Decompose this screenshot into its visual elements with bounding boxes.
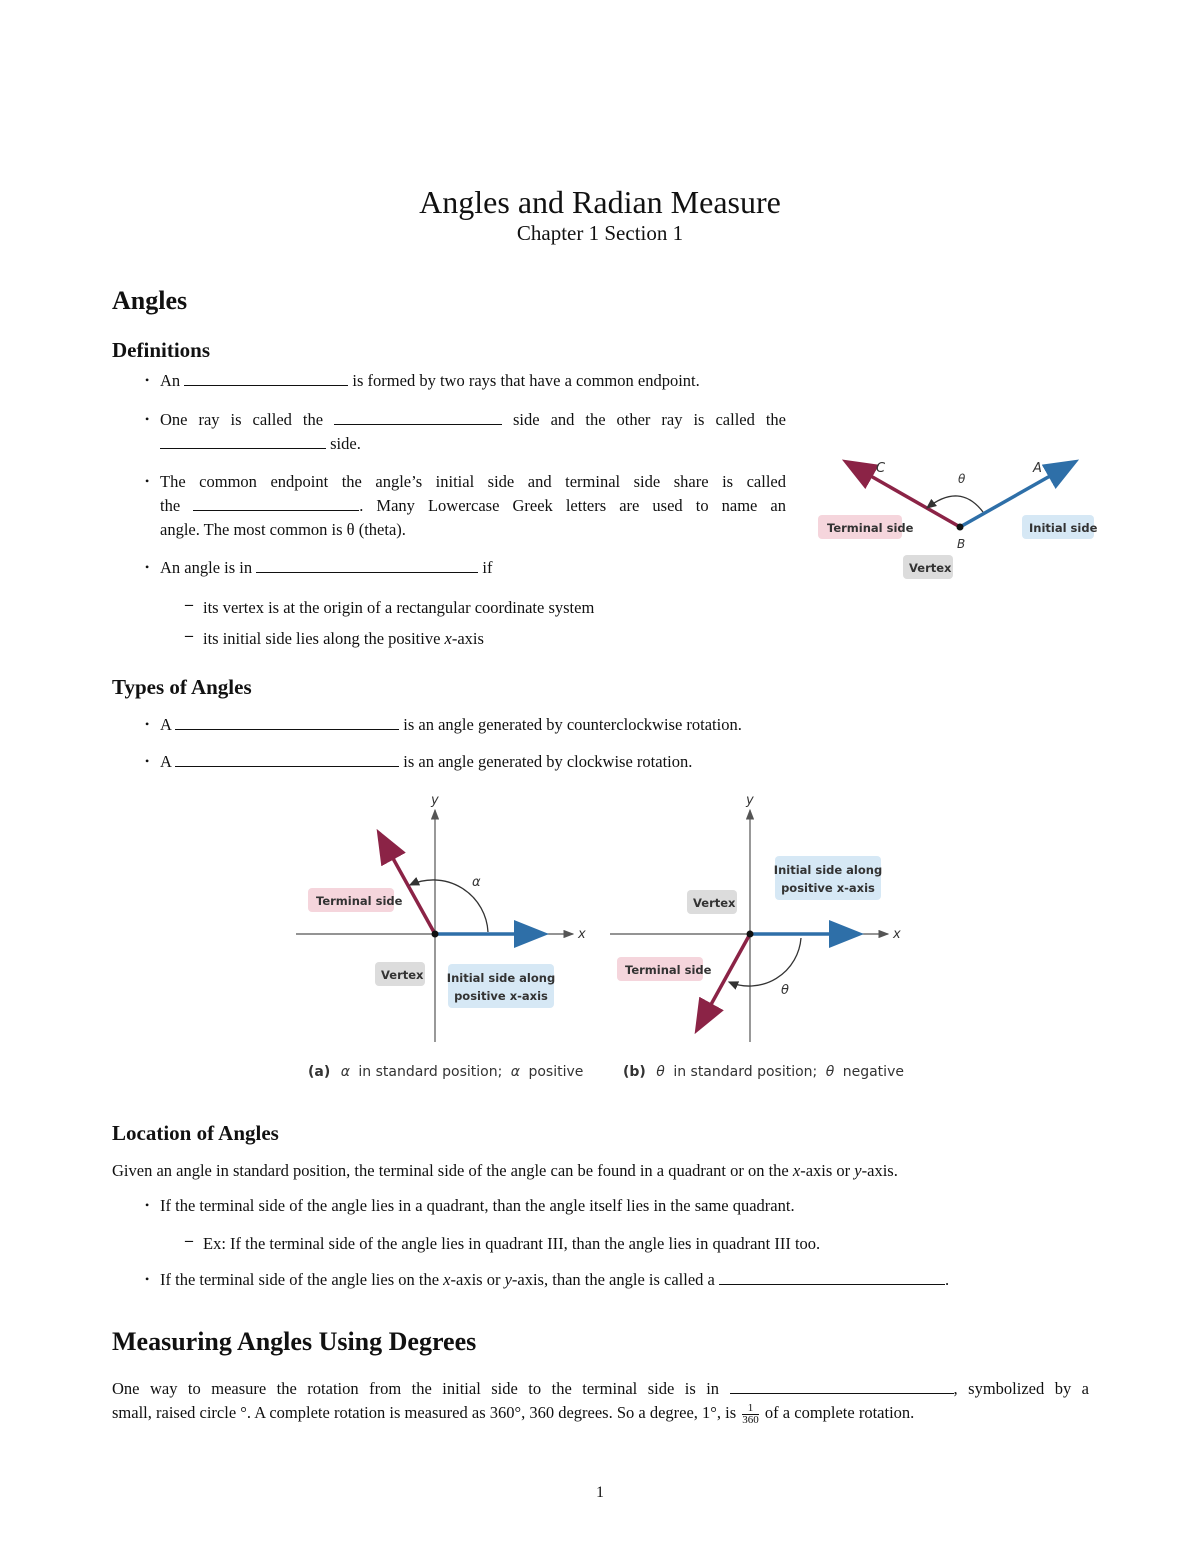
dash-marker: – bbox=[185, 1232, 193, 1249]
terminal-side-label: Terminal side bbox=[625, 963, 712, 977]
fraction-numerator: 1 bbox=[747, 1401, 754, 1414]
sub-item-text: -axis bbox=[451, 629, 484, 648]
location-example: Ex: If the terminal side of the angle lies in quadrant III, than the angle lies in quadrant III too. bbox=[203, 1234, 821, 1253]
angle-label-theta: θ bbox=[781, 983, 789, 998]
variable-y: y bbox=[504, 1270, 512, 1289]
location-text: If the terminal side of the angle lies on the bbox=[160, 1270, 440, 1289]
caption-letter: (b) bbox=[623, 1064, 646, 1080]
definition-text: An bbox=[160, 371, 181, 390]
terminal-side-label: Terminal side bbox=[827, 521, 914, 535]
definition-item-vertex-line3: angle. The most common is θ (theta). bbox=[160, 520, 406, 539]
definition-text: the bbox=[160, 496, 181, 515]
caption-text: in standard position; bbox=[673, 1064, 818, 1080]
location-item-axis bbox=[160, 1268, 949, 1292]
definition-text: side. bbox=[330, 434, 361, 453]
rotation-arc bbox=[729, 938, 801, 986]
definition-item-vertex-line2 bbox=[160, 494, 786, 518]
fill-in-blank[interactable] bbox=[334, 410, 502, 425]
figure-b-caption bbox=[623, 1064, 904, 1080]
page-title: Angles and Radian Measure bbox=[419, 184, 781, 220]
fraction-denominator: 360 bbox=[742, 1413, 759, 1426]
location-item-quadrant: If the terminal side of the angle lies in a quadrant, than the angle itself lies in the same quadrant. bbox=[160, 1196, 795, 1215]
definition-text: . Many Lowercase Greek letters are used to name an bbox=[359, 496, 786, 515]
definition-text: side and the other ray is called the bbox=[513, 410, 786, 429]
figure-a-caption bbox=[308, 1064, 583, 1080]
initial-side-label-line1: Initial side along bbox=[446, 971, 556, 985]
initial-side-label-line1: Initial side along bbox=[773, 863, 883, 877]
fill-in-blank[interactable] bbox=[730, 1379, 954, 1394]
figure-a-positive-angle bbox=[290, 790, 600, 1090]
point-label-c: C bbox=[876, 461, 886, 476]
page-number: 1 bbox=[596, 1484, 604, 1501]
bullet-marker: • bbox=[145, 560, 150, 574]
definition-item-standard-position bbox=[160, 556, 492, 580]
caption-text: negative bbox=[842, 1064, 904, 1080]
degrees-line2 bbox=[112, 1401, 914, 1426]
caption-var: α bbox=[340, 1064, 350, 1080]
section-heading-degrees: Measuring Angles Using Degrees bbox=[112, 1327, 477, 1356]
subsection-heading-definitions: Definitions bbox=[112, 338, 211, 362]
dash-marker: – bbox=[185, 627, 193, 644]
vertex-point bbox=[957, 524, 964, 531]
location-text: Given an angle in standard position, the terminal side of the angle can be found in a quadrant or on the bbox=[112, 1161, 789, 1180]
definition-text: One ray is called the bbox=[160, 410, 324, 429]
location-intro bbox=[112, 1159, 898, 1183]
caption-text: positive bbox=[528, 1064, 584, 1080]
bullet-marker: • bbox=[145, 754, 150, 768]
degrees-text: of a complete rotation. bbox=[764, 1403, 915, 1422]
point-label-b: B bbox=[957, 537, 966, 551]
fill-in-blank[interactable] bbox=[175, 752, 399, 767]
caption-letter: (a) bbox=[308, 1064, 331, 1080]
definition-item-sides-cont bbox=[160, 432, 361, 456]
definition-item-sides bbox=[160, 408, 786, 432]
bullet-marker: • bbox=[145, 474, 150, 488]
location-text: -axis, than the angle is called a bbox=[511, 1270, 715, 1289]
type-text: A bbox=[160, 715, 172, 734]
fill-in-blank[interactable] bbox=[256, 558, 478, 573]
x-axis-label: x bbox=[578, 927, 586, 942]
terminal-ray bbox=[698, 934, 750, 1028]
fill-in-blank[interactable] bbox=[719, 1270, 945, 1285]
terminal-ray bbox=[380, 835, 435, 934]
vertex-label: Vertex bbox=[381, 968, 424, 982]
location-text: -axis. bbox=[861, 1161, 898, 1180]
type-text: is an angle generated by counterclockwise rotation. bbox=[403, 715, 742, 734]
point-label-a: A bbox=[1033, 461, 1042, 476]
type-text: is an angle generated by clockwise rotation. bbox=[403, 752, 693, 771]
sub-item-text: its initial side lies along the positive bbox=[203, 629, 441, 648]
section-heading-angles: Angles bbox=[112, 286, 188, 315]
definition-text: is formed by two rays that have a common endpoint. bbox=[352, 371, 700, 390]
degrees-text: , symbolized by a bbox=[953, 1379, 1089, 1398]
location-text: . bbox=[945, 1270, 950, 1289]
vertex-point bbox=[432, 931, 439, 938]
fraction-one-over-360 bbox=[742, 1403, 759, 1426]
vertex-label: Vertex bbox=[909, 561, 952, 575]
location-text: -axis or bbox=[450, 1270, 501, 1289]
x-axis-label: x bbox=[893, 927, 901, 942]
variable-y: y bbox=[854, 1161, 862, 1180]
initial-side-label-line2: positive x-axis bbox=[454, 989, 548, 1003]
page-subtitle: Chapter 1 Section 1 bbox=[516, 221, 684, 245]
subsection-heading-location: Location of Angles bbox=[112, 1121, 279, 1145]
fill-in-blank[interactable] bbox=[193, 496, 359, 511]
definition-item-vertex-line1: The common endpoint the angle’s initial side and terminal side share is called bbox=[160, 472, 786, 491]
variable-x: x bbox=[443, 1270, 451, 1289]
degrees-text: small, raised circle °. A complete rotation is measured as 360°, 360 degrees. So a degree, 1°, is bbox=[112, 1403, 737, 1422]
rotation-arc bbox=[927, 496, 983, 512]
subsection-heading-types: Types of Angles bbox=[112, 675, 252, 699]
angle-label-theta: θ bbox=[958, 472, 966, 486]
fill-in-blank[interactable] bbox=[175, 715, 399, 730]
degrees-line1 bbox=[112, 1377, 1089, 1401]
sub-item-vertex-origin: its vertex is at the origin of a rectangular coordinate system bbox=[203, 598, 595, 617]
caption-text: in standard position; bbox=[358, 1064, 503, 1080]
degrees-text: One way to measure the rotation from the initial side to the terminal side is in bbox=[112, 1379, 720, 1398]
variable-x: x bbox=[792, 1161, 801, 1180]
bullet-marker: • bbox=[145, 373, 150, 387]
y-axis-label: y bbox=[431, 793, 439, 808]
type-text: A bbox=[160, 752, 172, 771]
bullet-marker: • bbox=[145, 412, 150, 426]
angle-parts-diagram bbox=[815, 450, 1100, 585]
sub-item-initial-side bbox=[203, 627, 484, 651]
type-item-positive bbox=[160, 713, 742, 737]
initial-side-label-line2: positive x-axis bbox=[781, 881, 875, 895]
vertex-point bbox=[747, 931, 754, 938]
vertex-label: Vertex bbox=[693, 896, 736, 910]
fill-in-blank[interactable] bbox=[160, 434, 326, 449]
caption-var: θ bbox=[656, 1064, 665, 1080]
caption-var: θ bbox=[825, 1064, 835, 1080]
fill-in-blank[interactable] bbox=[184, 371, 348, 386]
bullet-marker: • bbox=[145, 1198, 150, 1212]
definition-item-angle bbox=[160, 369, 700, 393]
dash-marker: – bbox=[185, 596, 193, 613]
bullet-marker: • bbox=[145, 717, 150, 731]
caption-var: α bbox=[510, 1064, 521, 1080]
y-axis-label: y bbox=[746, 793, 754, 808]
definition-text: if bbox=[482, 558, 493, 577]
type-item-negative bbox=[160, 750, 692, 774]
terminal-side-label: Terminal side bbox=[316, 894, 403, 908]
initial-side-label: Initial side bbox=[1029, 521, 1098, 535]
figure-b-negative-angle bbox=[605, 790, 915, 1090]
bullet-marker: • bbox=[145, 1272, 150, 1286]
location-text: -axis or bbox=[800, 1161, 851, 1180]
variable-x: x bbox=[444, 629, 452, 648]
angle-label-alpha: α bbox=[472, 875, 481, 890]
definition-text: An angle is in bbox=[160, 558, 253, 577]
